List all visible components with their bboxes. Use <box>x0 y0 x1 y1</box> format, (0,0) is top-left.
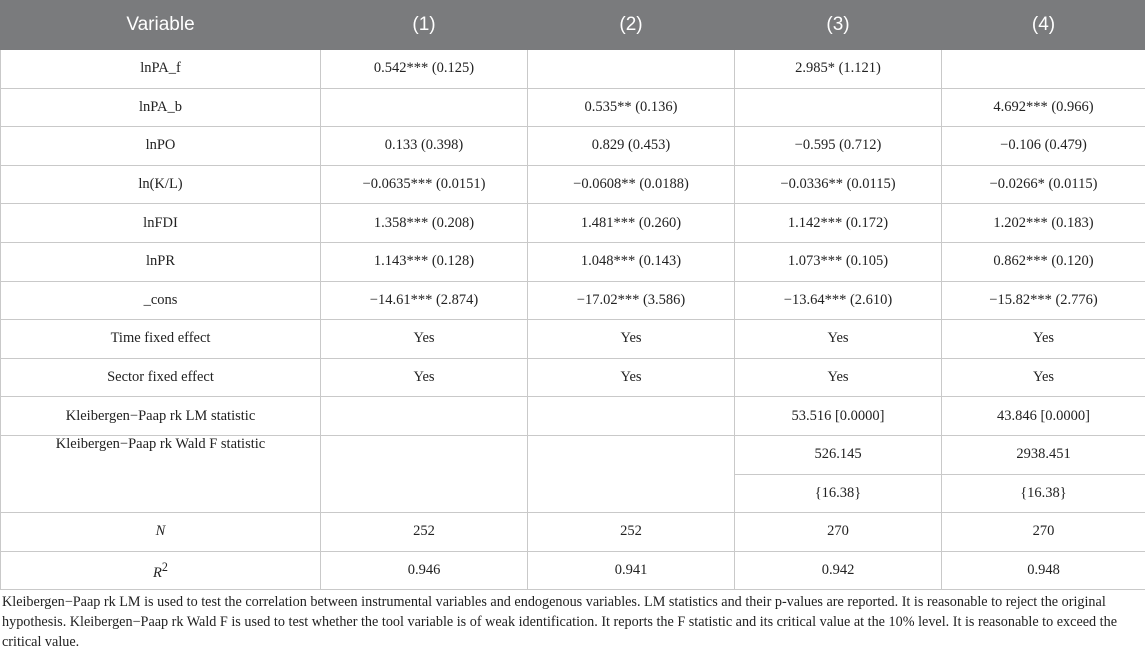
cell: Yes <box>942 320 1145 359</box>
cell: Yes <box>528 358 735 397</box>
cell: 43.846 [0.0000] <box>942 397 1145 436</box>
cell: 0.946 <box>321 551 528 590</box>
cell: 0.542*** (0.125) <box>321 50 528 89</box>
cell: −0.0608** (0.0188) <box>528 165 735 204</box>
cell <box>321 435 528 512</box>
cell: Yes <box>321 320 528 359</box>
cell: −15.82*** (2.776) <box>942 281 1145 320</box>
cell: −13.64*** (2.610) <box>735 281 942 320</box>
row-label: Time fixed effect <box>1 320 321 359</box>
cell: −14.61*** (2.874) <box>321 281 528 320</box>
cell: 53.516 [0.0000] <box>735 397 942 436</box>
cell: 1.202*** (0.183) <box>942 204 1145 243</box>
row-lnkl <box>1 165 1145 204</box>
cell: 0.829 (0.453) <box>528 127 735 166</box>
cell: 252 <box>321 513 528 552</box>
row-kp-lm <box>1 397 1145 436</box>
row-label: lnPA_b <box>1 88 321 127</box>
header-row <box>1 1 1145 50</box>
cell <box>942 50 1145 89</box>
cell: 0.942 <box>735 551 942 590</box>
row-lnpo <box>1 127 1145 166</box>
cell: 4.692*** (0.966) <box>942 88 1145 127</box>
r-superscript: 2 <box>162 560 168 574</box>
cell: 270 <box>735 513 942 552</box>
cell: 0.862*** (0.120) <box>942 242 1145 281</box>
row-sector-fe <box>1 358 1145 397</box>
row-kp-wald-stat <box>1 435 1145 474</box>
cell: −0.0266* (0.0115) <box>942 165 1145 204</box>
row-label: Sector fixed effect <box>1 358 321 397</box>
row-label: lnPR <box>1 242 321 281</box>
row-label: lnFDI <box>1 204 321 243</box>
row-label: _cons <box>1 281 321 320</box>
cell: 0.941 <box>528 551 735 590</box>
cell: 1.073*** (0.105) <box>735 242 942 281</box>
cell: −0.0336** (0.0115) <box>735 165 942 204</box>
row-label: lnPO <box>1 127 321 166</box>
cell: {16.38} <box>942 474 1145 513</box>
row-label <box>1 551 321 590</box>
header-variable: Variable <box>1 1 321 50</box>
cell <box>528 50 735 89</box>
cell <box>528 397 735 436</box>
cell <box>321 88 528 127</box>
cell: Yes <box>735 358 942 397</box>
cell: 2.985* (1.121) <box>735 50 942 89</box>
cell: Yes <box>528 320 735 359</box>
cell: 1.481*** (0.260) <box>528 204 735 243</box>
cell: −0.595 (0.712) <box>735 127 942 166</box>
cell: 1.048*** (0.143) <box>528 242 735 281</box>
row-n <box>1 513 1145 552</box>
cell: {16.38} <box>735 474 942 513</box>
cell <box>321 397 528 436</box>
n-symbol: N <box>156 523 166 539</box>
cell: 270 <box>942 513 1145 552</box>
row-label: lnPA_f <box>1 50 321 89</box>
cell: −0.106 (0.479) <box>942 127 1145 166</box>
row-cons <box>1 281 1145 320</box>
row-label <box>1 513 321 552</box>
cell <box>735 88 942 127</box>
cell: 1.358*** (0.208) <box>321 204 528 243</box>
cell: 0.535** (0.136) <box>528 88 735 127</box>
cell: Yes <box>942 358 1145 397</box>
header-col-1: (1) <box>321 1 528 50</box>
cell: 1.143*** (0.128) <box>321 242 528 281</box>
cell <box>528 435 735 512</box>
row-r2 <box>1 551 1145 590</box>
header-col-3: (3) <box>735 1 942 50</box>
row-lnfdi <box>1 204 1145 243</box>
row-lnpr <box>1 242 1145 281</box>
cell: 0.133 (0.398) <box>321 127 528 166</box>
row-label: ln(K/L) <box>1 165 321 204</box>
cell: 252 <box>528 513 735 552</box>
row-lnpa-f <box>1 50 1145 89</box>
cell: −0.0635*** (0.0151) <box>321 165 528 204</box>
row-time-fe <box>1 320 1145 359</box>
r-symbol: R <box>153 564 162 580</box>
cell: 0.948 <box>942 551 1145 590</box>
table-footnote: Kleibergen−Paap rk LM is used to test the correlation between instrumental variables and endogenous variables. LM statistics and their p-values are reported. It is reasonable to reject the original hypothesis. Kleibergen−Paap rk Wald F is used to test whether the tool variable is of weak identification. It reports the F statistic and its critical value at the 10% level. It is reasonable to exceed the critical value. <box>2 592 1142 652</box>
row-label: Kleibergen−Paap rk LM statistic <box>1 397 321 436</box>
header-col-4: (4) <box>942 1 1145 50</box>
cell: Yes <box>735 320 942 359</box>
header-col-2: (2) <box>528 1 735 50</box>
row-lnpa-b <box>1 88 1145 127</box>
cell: Yes <box>321 358 528 397</box>
cell: 2938.451 <box>942 435 1145 474</box>
cell: 1.142*** (0.172) <box>735 204 942 243</box>
cell: 526.145 <box>735 435 942 474</box>
cell: −17.02*** (3.586) <box>528 281 735 320</box>
row-label: Kleibergen−Paap rk Wald F statistic <box>1 435 321 512</box>
